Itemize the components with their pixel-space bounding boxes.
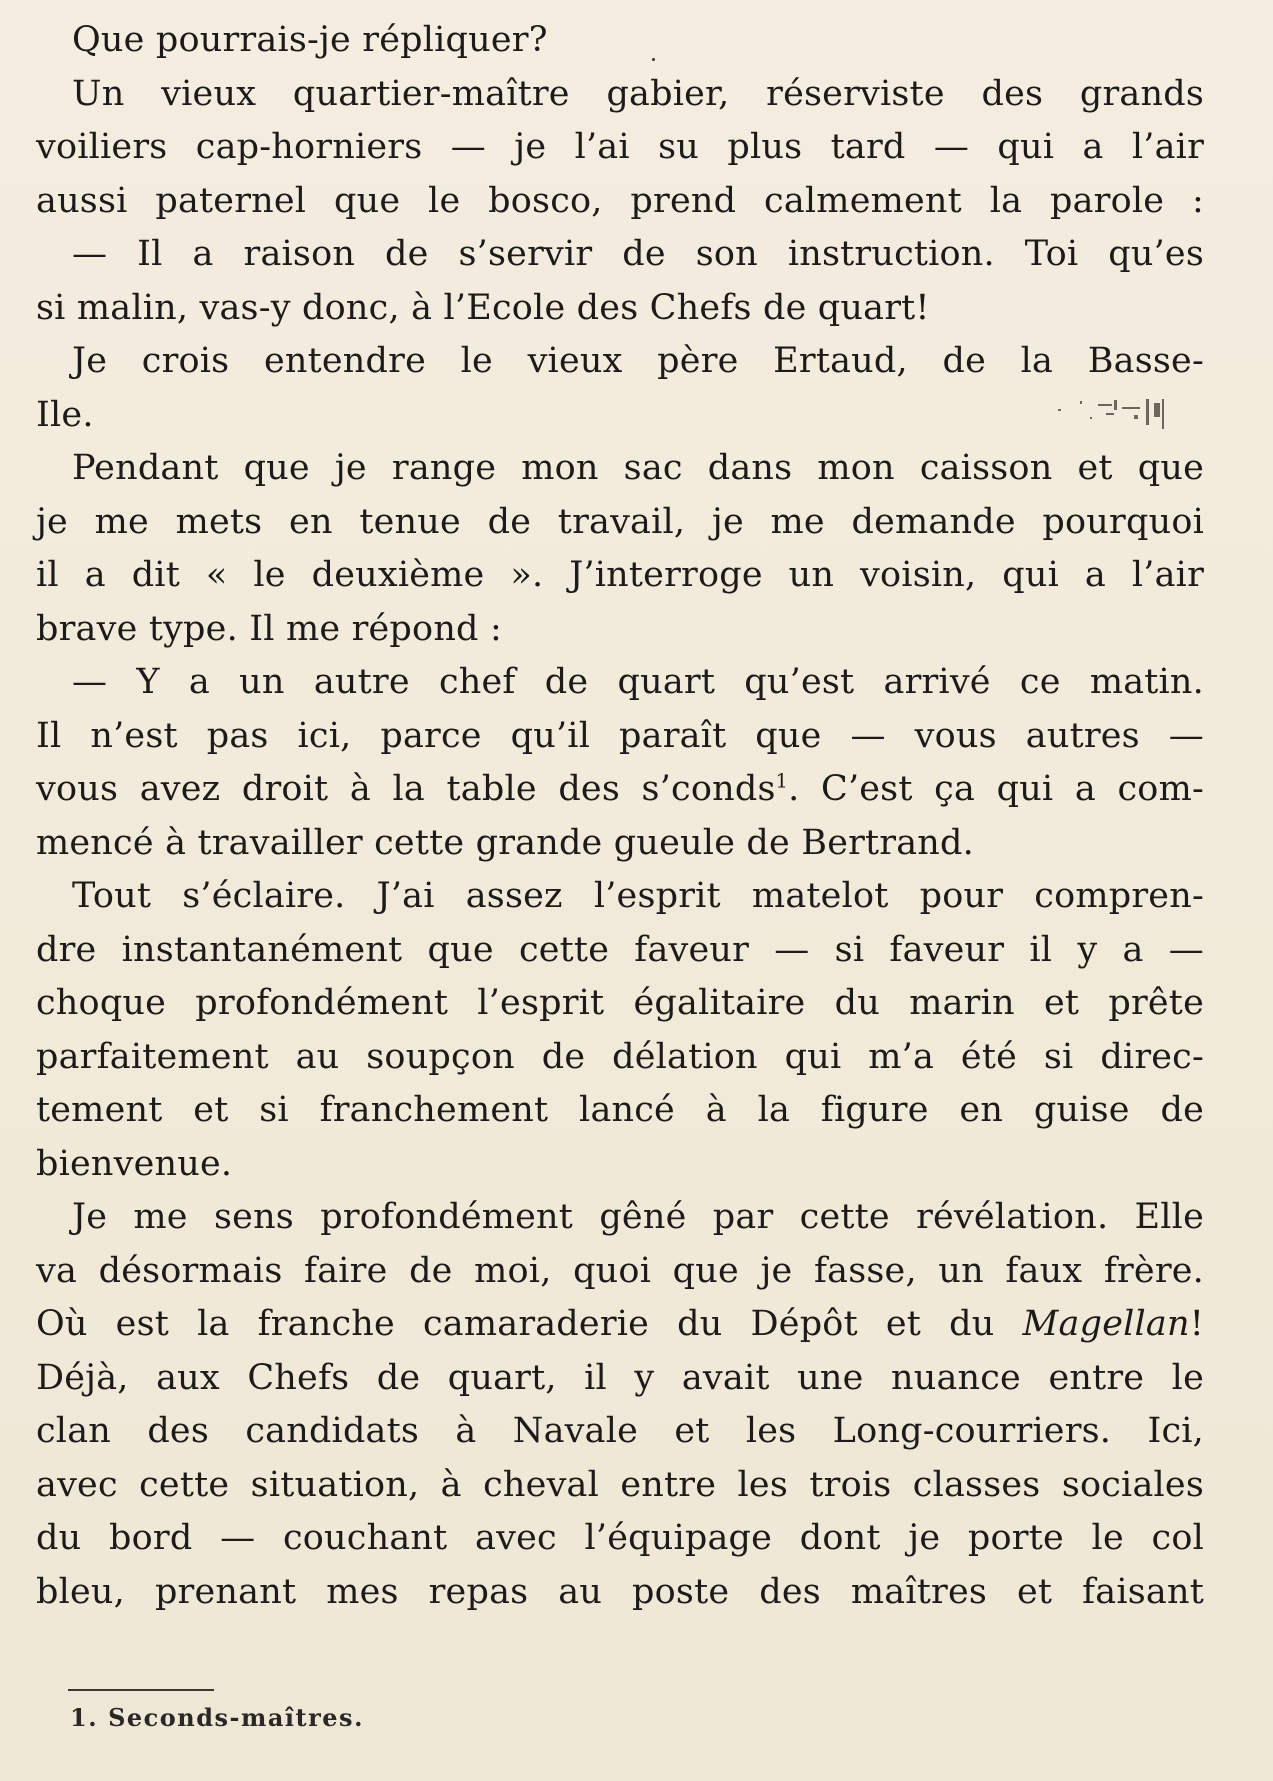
line-text: il a dit « le deuxième ». J’interroge un voisin, qui a l’air xyxy=(36,555,1204,595)
line-text: bleu, prenant mes repas au poste des maîtres et faisant xyxy=(36,1571,1204,1612)
footnote-text: Seconds-maîtres. xyxy=(108,1703,364,1732)
line-text: Tout s’éclaire. J’ai assez l’esprit matelot pour compren- xyxy=(72,876,1204,916)
text-line xyxy=(36,389,1204,443)
line-text: dre instantanément que cette faveur — si faveur il y a — xyxy=(36,929,1204,970)
text-line xyxy=(36,1566,1204,1620)
text-line xyxy=(36,496,1204,550)
footnote-reference: 1 xyxy=(775,769,789,793)
text-line xyxy=(36,817,1204,871)
line-text: voiliers cap-horniers — je l’ai su plus tard — qui a l’air xyxy=(36,127,1204,167)
text-line xyxy=(36,121,1204,175)
text-line xyxy=(36,603,1204,657)
line-text: bienvenue. xyxy=(36,1143,233,1184)
line-text: Je crois entendre le vieux père Ertaud, de la Basse- xyxy=(72,341,1204,381)
line-text: Pendant que je range mon sac dans mon caisson et que xyxy=(72,448,1204,488)
line-text: parfaitement au soupçon de délation qui m’a été si direc- xyxy=(36,1036,1204,1077)
text-line xyxy=(36,710,1204,764)
line-text: mencé à travailler cette grande gueule de Bertrand. xyxy=(36,822,974,863)
text-line xyxy=(36,1298,1204,1352)
line-text: Il n’est pas ici, parce qu’il paraît que — vous autres — xyxy=(36,715,1204,756)
line-text: choque profondément l’esprit égalitaire du marin et prête xyxy=(36,983,1204,1023)
text-line xyxy=(36,870,1204,924)
line-text: Que pourrais-je répliquer? xyxy=(72,20,548,60)
body-text xyxy=(36,14,1204,1619)
text-line xyxy=(36,282,1204,336)
line-text: Un vieux quartier-maître gabier, réserviste des grands xyxy=(72,73,1204,114)
footnote-number: 1. xyxy=(70,1703,99,1732)
footnote xyxy=(70,1703,364,1732)
line-text: si malin, vas-y donc, à l’Ecole des Chefs de quart! xyxy=(36,287,930,328)
text-line xyxy=(36,549,1204,603)
text-line xyxy=(36,442,1204,496)
text-line xyxy=(36,924,1204,978)
line-text: je me mets en tenue de travail, je me demande pourquoi xyxy=(36,501,1204,542)
text-line xyxy=(36,335,1204,389)
line-text: Je me sens profondément gêné par cette révélation. Elle xyxy=(72,1197,1204,1237)
text-line xyxy=(36,656,1204,710)
line-text: tement et si franchement lancé à la figure en guise de xyxy=(36,1090,1204,1130)
italic-text: Magellan xyxy=(1022,1304,1190,1344)
line-text: — Il a raison de s’servir de son instruction. Toi qu’es xyxy=(72,234,1204,274)
line-text: avec cette situation, à cheval entre les trois classes sociales xyxy=(36,1464,1204,1505)
line-text-after: . C’est ça qui a com- xyxy=(788,769,1204,809)
text-line xyxy=(36,1138,1204,1192)
text-line xyxy=(36,1352,1204,1406)
line-text: Où est la franche camaraderie du Dépôt et du xyxy=(36,1304,1023,1344)
line-text: va désormais faire de moi, quoi que je fasse, un faux frère. xyxy=(36,1250,1204,1291)
line-text: brave type. Il me répond : xyxy=(36,608,502,649)
line-text: Ile. xyxy=(36,394,94,435)
text-line xyxy=(36,1405,1204,1459)
text-line xyxy=(36,1245,1204,1299)
text-line xyxy=(36,1084,1204,1138)
line-text: — Y a un autre chef de quart qu’est arrivé ce matin. xyxy=(72,662,1204,702)
text-line xyxy=(36,228,1204,282)
text-line xyxy=(36,68,1204,122)
text-line xyxy=(36,1191,1204,1245)
text-line xyxy=(36,1512,1204,1566)
line-text-after: ! xyxy=(1189,1304,1204,1344)
text-line xyxy=(36,14,1204,68)
line-text: du bord — couchant avec l’équipage dont je porte le col xyxy=(36,1518,1204,1558)
line-text: clan des candidats à Navale et les Long-courriers. Ici, xyxy=(36,1411,1204,1451)
text-line xyxy=(36,1459,1204,1513)
line-text: Déjà, aux Chefs de quart, il y avait une nuance entre le xyxy=(36,1357,1204,1398)
footnote-divider xyxy=(68,1689,214,1691)
line-text: aussi paternel que le bosco, prend calmement la parole : xyxy=(36,180,1204,221)
text-line xyxy=(36,763,1204,817)
line-text: vous avez droit à la table des s’conds xyxy=(36,769,776,809)
text-line xyxy=(36,977,1204,1031)
text-line xyxy=(36,1031,1204,1085)
text-line xyxy=(36,175,1204,229)
